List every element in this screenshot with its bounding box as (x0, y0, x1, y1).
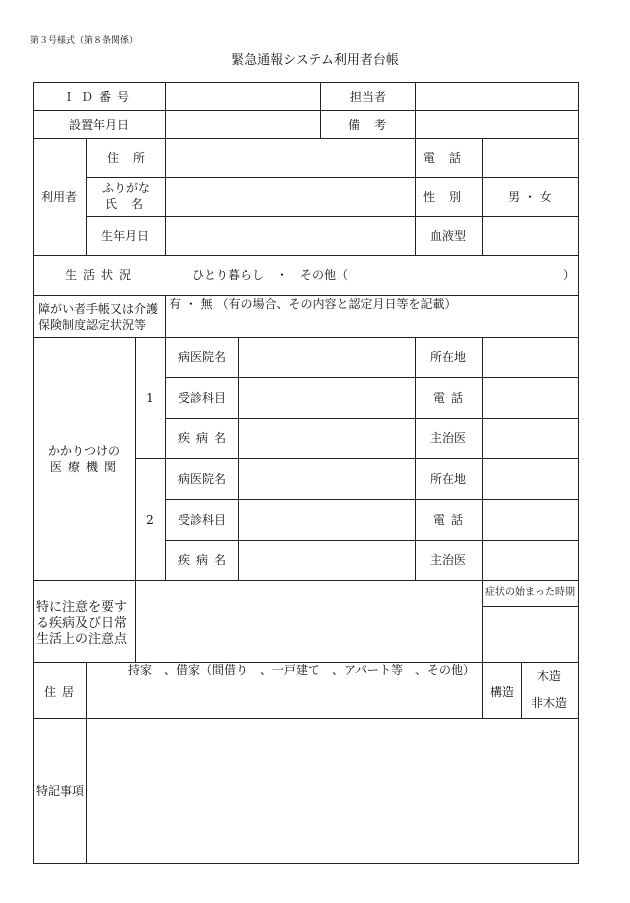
clinic-2-location-label: 所在地 (429, 472, 467, 486)
doctor-label-line2: 医療機関 (49, 460, 123, 474)
clinic-2-physician-label: 主治医 (429, 553, 467, 567)
special-notes-label: 特記事項 (35, 784, 85, 798)
document-title: 緊急通報システム利用者台帳 (231, 53, 399, 68)
clinic-1-physician-label: 主治医 (429, 431, 467, 445)
remarks-label: 備考 (347, 118, 401, 132)
staff-label: 担当者 (349, 90, 387, 104)
gender-label: 性別 (422, 190, 476, 204)
address-label: 住所 (106, 151, 160, 165)
phone-label: 電話 (422, 151, 476, 165)
phone-field[interactable] (483, 139, 578, 177)
remarks-field[interactable] (416, 111, 578, 138)
living-status-options[interactable]: ひとり暮らし ・ その他（ (192, 268, 349, 282)
address-field[interactable] (166, 139, 415, 177)
id-number-field[interactable] (166, 83, 320, 110)
disability-options[interactable]: 有 ・ 無 （有の場合、その内容と認定月日等を記載） (169, 297, 457, 311)
clinic-1-number: 1 (146, 391, 154, 405)
disability-label-line1: 障がい者手帳又は介護 (38, 302, 159, 316)
clinic-1-phone-label: 電話 (432, 391, 470, 405)
user-label: 利用者 (40, 190, 78, 204)
blood-type-label: 血液型 (429, 229, 467, 243)
furigana-label: ふりがな (101, 181, 151, 195)
name-field[interactable] (166, 178, 415, 216)
clinic-1-department-label: 受診科目 (177, 391, 227, 405)
clinic-1-disease-label: 疾病名 (177, 431, 233, 445)
form-number: 第３号様式（第８条関係） (30, 36, 139, 46)
birth-date-label: 生年月日 (100, 229, 150, 243)
clinic-2-disease-label: 疾病名 (177, 553, 233, 567)
clinic-2-phone-label: 電話 (432, 513, 470, 527)
attention-label-line1: 特に注意を要す (36, 600, 128, 615)
wooden-option[interactable]: 木造 (536, 669, 562, 683)
clinic-1-location-label: 所在地 (429, 350, 467, 364)
clinic-1-hospital-label: 病医院名 (177, 350, 227, 364)
living-status-close: ） (563, 268, 576, 282)
doctor-label-line1: かかりつけの (47, 444, 121, 458)
living-status-label: 生活状況 (64, 268, 138, 282)
gender-options[interactable]: 男 ・ 女 (508, 190, 552, 204)
birth-date-field[interactable] (166, 217, 415, 255)
install-date-field[interactable] (166, 111, 320, 138)
id-number-label: ＩＤ番号 (62, 90, 136, 104)
clinic-2-number: 2 (146, 513, 154, 527)
residence-options[interactable]: 持家 、借家（間借り 、一戸建て 、アパート等 、その他） (128, 663, 476, 677)
attention-label-line3: 生活上の注意点 (36, 632, 128, 647)
residence-label: 住居 (43, 685, 81, 699)
non-wooden-option[interactable]: 非木造 (530, 696, 568, 710)
onset-label: 症状の始まった時期 (485, 587, 575, 598)
blood-type-field[interactable] (483, 217, 578, 255)
onset-field[interactable] (483, 607, 578, 662)
attention-label-line2: る疾病及び日常 (36, 616, 128, 631)
attention-field[interactable] (136, 581, 482, 662)
staff-field[interactable] (416, 83, 578, 110)
install-date-label: 設置年月日 (68, 118, 130, 132)
clinic-2-hospital-label: 病医院名 (177, 472, 227, 486)
special-notes-field[interactable] (87, 719, 578, 863)
clinic-2-department-label: 受診科目 (177, 513, 227, 527)
name-label: 氏名 (104, 197, 158, 211)
structure-label: 構造 (489, 685, 515, 699)
disability-label-line2: 保険制度認定状況等 (38, 318, 147, 332)
